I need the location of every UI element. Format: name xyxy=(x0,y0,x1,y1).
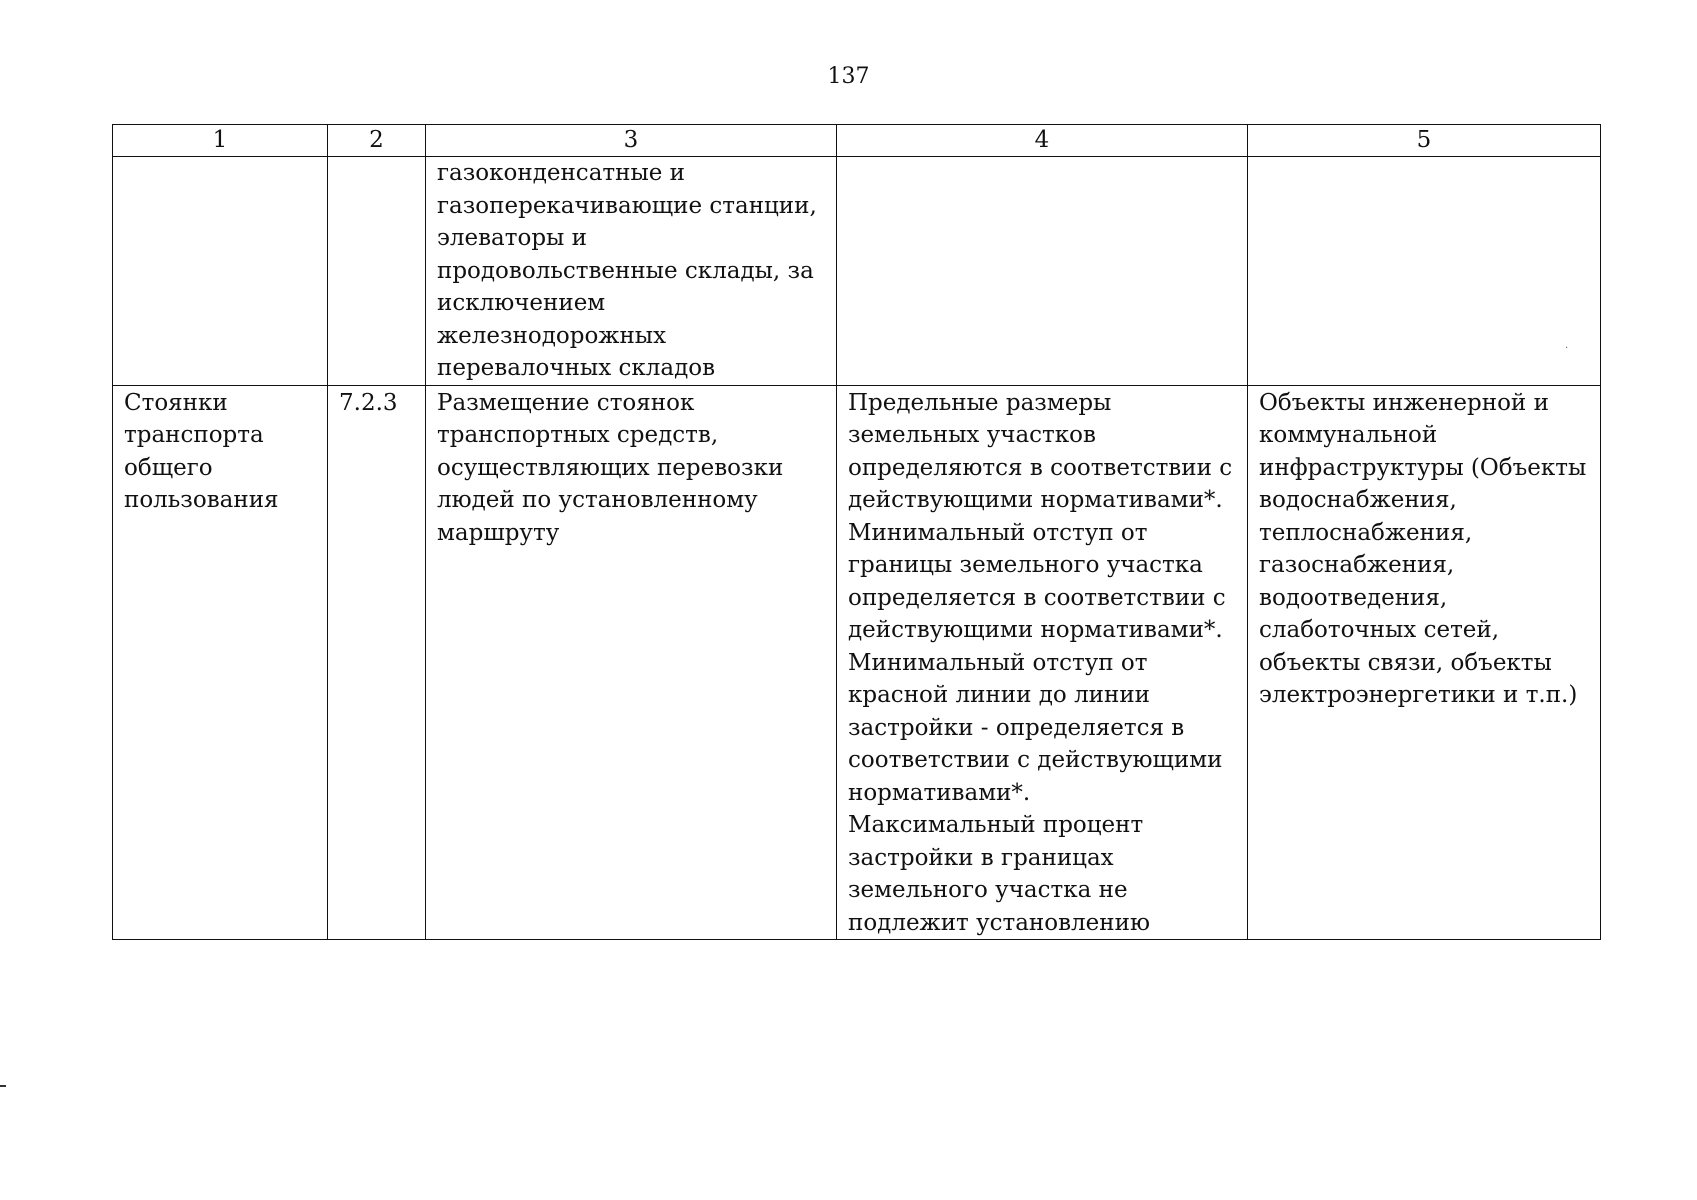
column-header-2: 2 xyxy=(328,125,426,157)
cell-text: газоконденсатные и газоперекачивающие станции, элеваторы и продовольственные склады, за исключением железнодорожных перевалочных складов xyxy=(437,160,817,381)
regulation-table xyxy=(112,124,1601,940)
header-row xyxy=(113,125,1601,157)
land-use-type-cell xyxy=(113,385,328,940)
table-row xyxy=(113,157,1601,386)
auxiliary-use-cell xyxy=(1248,157,1601,386)
scan-artifact-dot: · xyxy=(1565,343,1569,354)
code-cell xyxy=(328,385,426,940)
cell-text: 7.2.3 xyxy=(339,389,398,416)
table-row xyxy=(113,385,1601,940)
column-header-3: 3 xyxy=(426,125,837,157)
column-header-4: 4 xyxy=(837,125,1248,157)
scan-margin-mark xyxy=(0,1085,6,1087)
description-cell xyxy=(426,157,837,386)
auxiliary-use-cell xyxy=(1248,385,1601,940)
cell-text: Стоянки транспорта общего пользования xyxy=(124,389,279,513)
code-cell xyxy=(328,157,426,386)
cell-text: Размещение стоянок транспортных средств, осуществляющих перевозки людей по установленному маршруту xyxy=(437,389,784,546)
page-number: 137 xyxy=(827,64,870,89)
column-header-1: 1 xyxy=(113,125,328,157)
column-header-5: 5 xyxy=(1248,125,1601,157)
parameters-cell xyxy=(837,157,1248,386)
land-use-type-cell xyxy=(113,157,328,386)
cell-text: Объекты инженерной и коммунальной инфраструктуры (Объекты водоснабжения, теплоснабжения, газоснабжения, водоотведения, слаботочных сетей, объекты связи, объекты электроэнергетики и т.п.) xyxy=(1259,389,1587,708)
description-cell xyxy=(426,385,837,940)
parameters-cell xyxy=(837,385,1248,940)
cell-text: Предельные размеры земельных участков определяются в соответствии с действующими нормативами*. Минимальный отступ от границы земельного участка определяется в соответствии с действующими нормативами*. Минимальный отступ от красной линии до линии застройки - определяется в соответствии с действующими нормативами*. Максимальный процент застройки в границах земельного участка не подлежит установлению xyxy=(848,389,1233,936)
